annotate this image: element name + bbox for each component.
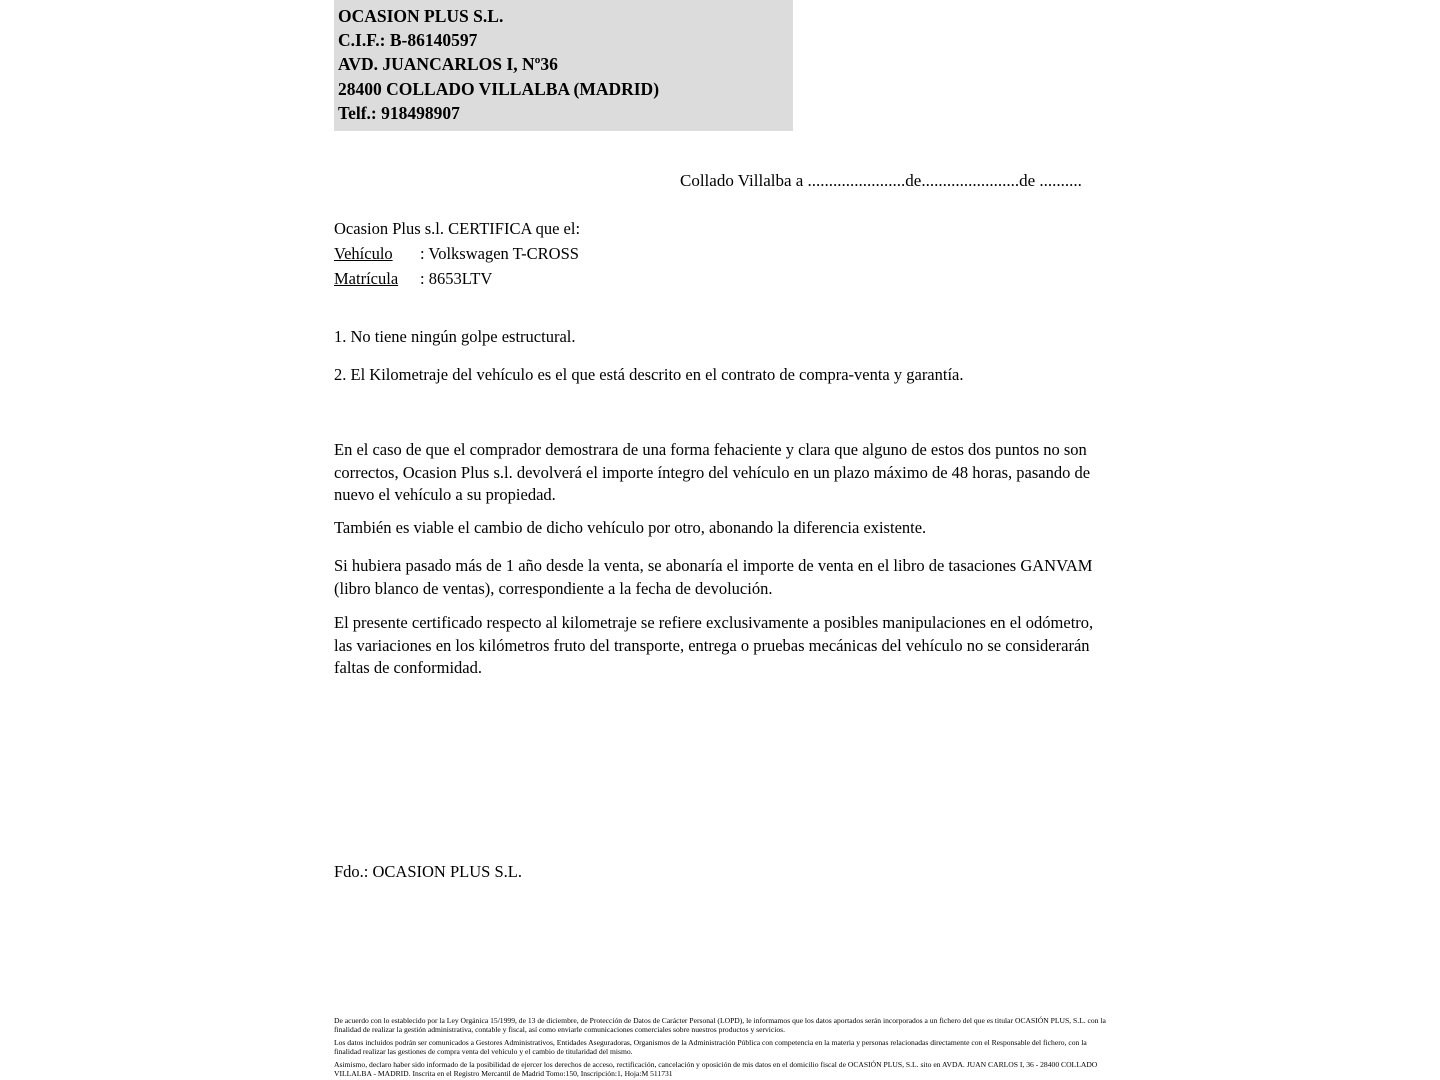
vehicle-row [334,241,580,266]
certificate-intro: Ocasion Plus s.l. CERTIFICA que el: [334,219,581,238]
company-street: AVD. JUANCARLOS I, Nº36 [338,54,558,75]
paragraph-odometer-scope: El presente certificado respecto al kilometraje se refiere exclusivamente a posibles manipulaciones en el odómetro, las variaciones en los kilómetros fruto del transporte, entrega o pruebas mecánicas del vehículo no se considerarán faltas de conformidad. [334,613,1094,677]
signature-line: Fdo.: OCASION PLUS S.L. [334,862,522,881]
certificate-block [334,216,580,291]
plate-value: : 8653LTV [420,269,493,288]
legal-notice-paragraph-1: De acuerdo con lo establecido por la Ley Orgánica 15/1999, de 13 de diciembre, de Protección de Datos de Carácter Personal (LOPD), le informamos que los datos aportados serán incorporados a un fichero del que es titular OCASIÓN PLUS, S.L. con la finalidad de realizar la gestión administrativa, contable y fiscal, así como enviarle comunicaciones comerciales sobre nuestros productos y servicios. [334,1016,1106,1035]
legal-notice [334,1016,1109,1078]
company-name: OCASION PLUS S.L. [338,6,504,26]
vehicle-value: : Volkswagen T-CROSS [420,244,579,263]
vehicle-label: Vehículo [334,244,393,263]
company-cif: C.I.F.: B-86140597 [338,30,478,51]
certified-point-1: 1. No tiene ningún golpe estructural. [334,327,576,346]
paragraph-refund-terms: En el caso de que el comprador demostrara de una forma fehaciente y clara que alguno de estos dos puntos no son correctos, Ocasion Plus s.l. devolverá el importe íntegro del vehículo en un plazo máximo de 48 horas, pasando de nuevo el vehículo a su propiedad. [334,440,1091,504]
company-city: 28400 COLLADO VILLALBA (MADRID) [338,78,660,99]
legal-notice-paragraph-3: Asimismo, declaro haber sido informado de la posibilidad de ejercer los derechos de acceso, rectificación, cancelación y oposición de mis datos en el domicilio fiscal de OCASIÓN PLUS, S.L. sito en AVDA. JUAN CARLOS I, 36 - 28400 COLLADO VILLALBA - MADRID. Inscrita en el Registro Mercantil de Madrid Tomo:150, Inscripción:1, Hoja:M 511731 [334,1059,1098,1079]
certified-point-2: 2. El Kilometraje del vehículo es el que está descrito en el contrato de compra-venta y garantía. [334,365,964,384]
company-letterhead [334,0,793,131]
plate-label: Matrícula [334,269,399,288]
date-line: Collado Villalba a .......................de.......................de .......... [680,171,1082,190]
paragraph-one-year-clause: Si hubiera pasado más de 1 año desde la venta, se abonaría el importe de venta en el libro de tasaciones GANVAM (libro blanco de ventas), correspondiente a la fecha de devolución. [334,556,1093,598]
paragraph-exchange-option: También es viable el cambio de dicho vehículo por otro, abonando la diferencia existente. [334,518,927,537]
plate-row [334,266,580,291]
company-phone: Telf.: 918498907 [338,102,460,123]
legal-notice-paragraph-2: Los datos incluidos podrán ser comunicados a Gestores Administrativos, Entidades Aseguradoras, Organismos de la Administración Pública con competencia en la materia y personas relacionadas directamente con el Responsable del fichero, con la finalidad realizar las gestiones de compra venta del vehículo y el cambio de titularidad del mismo. [334,1037,1087,1057]
